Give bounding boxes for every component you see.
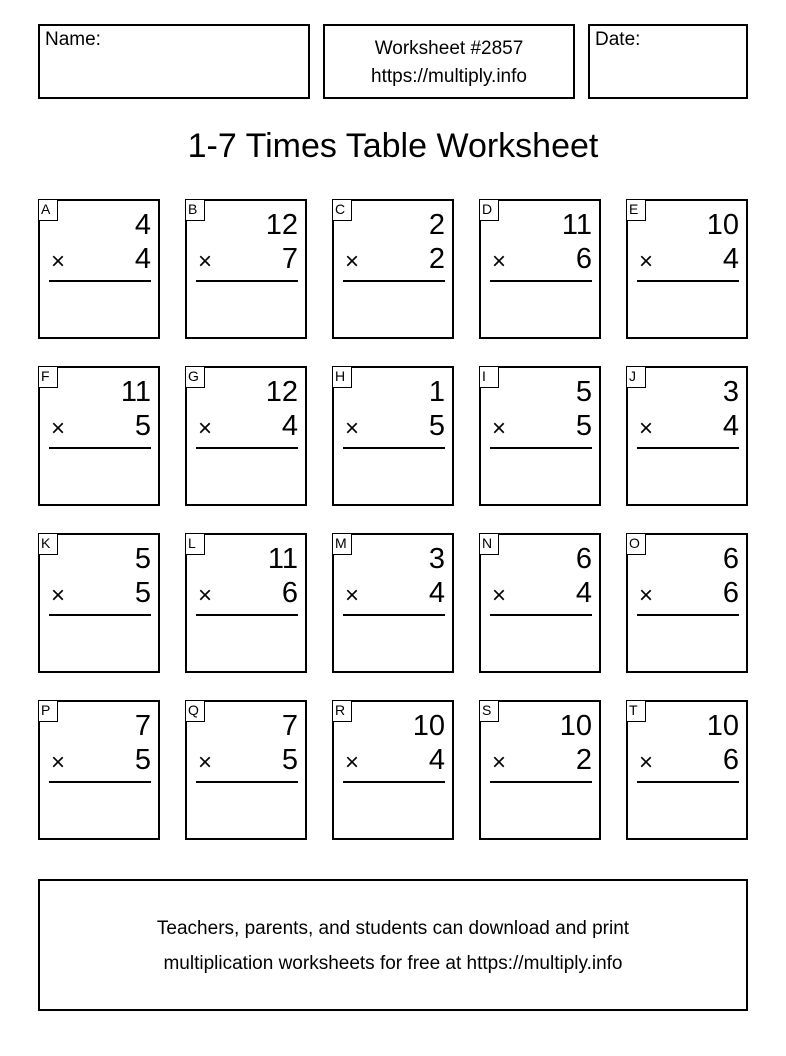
problem-letter: G (185, 366, 205, 388)
problem-letter: J (626, 366, 646, 388)
multiplier: 6 (281, 577, 298, 609)
multiplier: 4 (575, 577, 592, 609)
problem-letter: O (626, 533, 646, 555)
date-box[interactable] (588, 24, 748, 99)
times-sign: × (639, 415, 654, 442)
answer-line (196, 781, 298, 783)
times-sign: × (198, 248, 213, 275)
problem-letter: Q (185, 700, 205, 722)
answer-line (196, 614, 298, 616)
multiplicand: 11 (120, 376, 151, 408)
times-sign: × (345, 582, 360, 609)
problem-card[interactable] (332, 199, 454, 339)
name-box[interactable] (38, 24, 310, 99)
times-sign: × (51, 582, 66, 609)
multiplicand: 11 (267, 543, 298, 575)
multiplicand: 5 (575, 376, 592, 408)
times-sign: × (639, 248, 654, 275)
problem-card[interactable] (479, 199, 601, 339)
multiplicand: 6 (575, 543, 592, 575)
answer-line (49, 447, 151, 449)
problem-letter: E (626, 199, 646, 221)
answer-line (49, 280, 151, 282)
times-sign: × (51, 415, 66, 442)
problem-letter: T (626, 700, 646, 722)
answer-line (49, 781, 151, 783)
multiplicand: 3 (428, 543, 445, 575)
date-label: Date: (595, 29, 641, 50)
times-sign: × (198, 582, 213, 609)
times-sign: × (492, 582, 507, 609)
multiplicand: 7 (281, 710, 298, 742)
answer-line (637, 280, 739, 282)
multiplier: 7 (281, 243, 298, 275)
answer-line (343, 614, 445, 616)
multiplier: 4 (428, 577, 445, 609)
times-sign: × (345, 415, 360, 442)
multiplicand: 5 (134, 543, 151, 575)
multiplicand: 2 (428, 209, 445, 241)
worksheet-number: Worksheet #2857 (374, 38, 524, 59)
multiplicand: 10 (412, 710, 445, 742)
answer-line (490, 280, 592, 282)
problem-card[interactable] (38, 199, 160, 339)
site-url: https://multiply.info (371, 66, 527, 87)
problem-card[interactable] (332, 366, 454, 506)
problem-card[interactable] (185, 199, 307, 339)
times-sign: × (51, 749, 66, 776)
times-sign: × (198, 415, 213, 442)
name-label: Name: (45, 29, 101, 50)
times-sign: × (198, 749, 213, 776)
times-sign: × (492, 415, 507, 442)
times-sign: × (492, 749, 507, 776)
footer-box (38, 879, 748, 1011)
times-sign: × (492, 248, 507, 275)
times-sign: × (639, 582, 654, 609)
problem-card[interactable] (626, 533, 748, 673)
multiplier: 5 (134, 744, 151, 776)
problem-card[interactable] (479, 700, 601, 840)
multiplier: 4 (428, 744, 445, 776)
problem-letter: N (479, 533, 499, 555)
answer-line (637, 781, 739, 783)
answer-line (490, 781, 592, 783)
multiplier: 4 (134, 243, 151, 275)
problem-letter: P (38, 700, 58, 722)
multiplier: 5 (575, 410, 592, 442)
multiplicand: 11 (561, 209, 592, 241)
multiplier: 6 (722, 744, 739, 776)
multiplicand: 10 (706, 710, 739, 742)
problem-letter: H (332, 366, 352, 388)
problem-card[interactable] (479, 366, 601, 506)
problem-letter: L (185, 533, 205, 555)
multiplier: 5 (281, 744, 298, 776)
multiplier: 2 (575, 744, 592, 776)
times-sign: × (51, 248, 66, 275)
multiplier: 4 (722, 243, 739, 275)
multiplier: 4 (722, 410, 739, 442)
multiplicand: 6 (722, 543, 739, 575)
problem-card[interactable] (38, 700, 160, 840)
answer-line (196, 447, 298, 449)
multiplier: 6 (722, 577, 739, 609)
problem-card[interactable] (332, 700, 454, 840)
problem-letter: R (332, 700, 352, 722)
multiplier: 5 (428, 410, 445, 442)
answer-line (490, 447, 592, 449)
answer-line (196, 280, 298, 282)
problem-letter: A (38, 199, 58, 221)
multiplier: 2 (428, 243, 445, 275)
problem-card[interactable] (38, 533, 160, 673)
multiplicand: 7 (134, 710, 151, 742)
answer-line (49, 614, 151, 616)
times-sign: × (639, 749, 654, 776)
times-sign: × (345, 248, 360, 275)
problem-card[interactable] (185, 366, 307, 506)
problem-letter: D (479, 199, 499, 221)
answer-line (490, 614, 592, 616)
problem-card[interactable] (626, 199, 748, 339)
problem-card[interactable] (626, 366, 748, 506)
multiplier: 5 (134, 410, 151, 442)
problem-letter: K (38, 533, 58, 555)
problem-letter: F (38, 366, 58, 388)
problem-card[interactable] (479, 533, 601, 673)
multiplier: 6 (575, 243, 592, 275)
footer-line-2: multiplication worksheets for free at https://multiply.info (163, 953, 623, 974)
multiplicand: 10 (706, 209, 739, 241)
multiplicand: 12 (265, 209, 298, 241)
problem-letter: B (185, 199, 205, 221)
problem-letter: C (332, 199, 352, 221)
multiplicand: 3 (722, 376, 739, 408)
multiplicand: 4 (134, 209, 151, 241)
problem-letter: M (332, 533, 352, 555)
problem-letter: S (479, 700, 499, 722)
multiplicand: 1 (428, 376, 445, 408)
multiplicand: 12 (265, 376, 298, 408)
worksheet-info-box (323, 24, 575, 99)
problem-letter: I (479, 366, 499, 388)
answer-line (637, 447, 739, 449)
problem-card[interactable] (332, 533, 454, 673)
problem-card[interactable] (626, 700, 748, 840)
page-title: 1-7 Times Table Worksheet (187, 127, 599, 165)
answer-line (343, 781, 445, 783)
footer-line-1: Teachers, parents, and students can download and print (156, 918, 630, 939)
times-sign: × (345, 749, 360, 776)
answer-line (637, 614, 739, 616)
multiplier: 4 (281, 410, 298, 442)
multiplier: 5 (134, 577, 151, 609)
problem-card[interactable] (185, 700, 307, 840)
answer-line (343, 447, 445, 449)
problem-card[interactable] (38, 366, 160, 506)
multiplicand: 10 (559, 710, 592, 742)
problem-card[interactable] (185, 533, 307, 673)
answer-line (343, 280, 445, 282)
